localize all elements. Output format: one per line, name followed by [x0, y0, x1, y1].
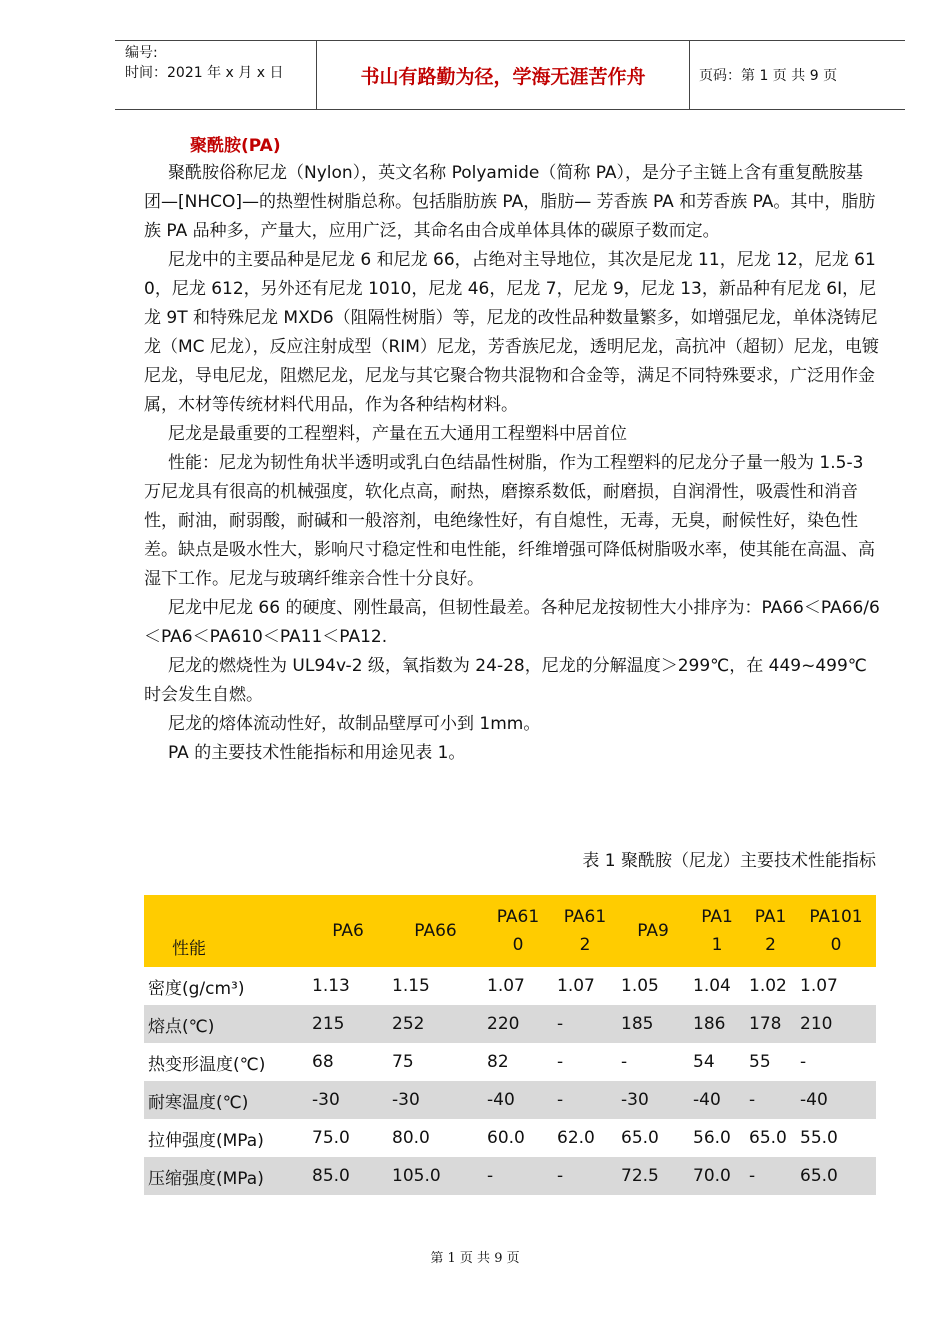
paragraph: 尼龙是最重要的工程塑料，产量在五大通用工程塑料中居首位	[168, 424, 627, 444]
table-cell: -	[553, 1081, 617, 1119]
table-cell: 85.0	[308, 1157, 388, 1195]
document-body	[144, 133, 880, 768]
table-header-cell: PA9	[617, 895, 689, 967]
row-label-cell: 密度(g/cm³)	[148, 978, 245, 999]
table-cell: -30	[308, 1081, 388, 1119]
paragraph: PA 的主要技术性能指标和用途见表 1。	[168, 743, 466, 763]
table-cell: 72.5	[617, 1157, 689, 1195]
table-row	[144, 1081, 876, 1119]
header-number: 编号:	[125, 45, 158, 61]
row-label-cell: 压缩强度(MPa)	[144, 1157, 308, 1195]
document-title: 聚酰胺(PA)	[190, 136, 281, 156]
table-cell: 1.15	[392, 976, 430, 996]
table-cell: 252	[388, 1005, 483, 1043]
table-row	[144, 1043, 876, 1081]
table-cell: -30	[388, 1081, 483, 1119]
row-label-cell: 耐寒温度(℃)	[144, 1081, 308, 1119]
table-row	[144, 1119, 876, 1157]
table-cell: 1.07	[487, 976, 525, 996]
table-cell: 215	[308, 1005, 388, 1043]
table-row	[144, 967, 876, 1005]
table-cell: 1.04	[693, 976, 731, 996]
table-header-cell	[745, 895, 796, 967]
table-cell: -	[745, 1157, 796, 1195]
table-cell: -40	[483, 1081, 553, 1119]
page-footer: 第 1 页 共 9 页	[430, 1251, 520, 1266]
table-cell: 60.0	[487, 1128, 525, 1148]
table-cell: 56.0	[693, 1128, 731, 1148]
header-motto: 书山有路勤为径，学海无涯苦作舟	[360, 66, 646, 88]
table-row	[144, 1157, 876, 1195]
table-cell: 178	[745, 1005, 796, 1043]
table-cell: 1.02	[749, 976, 787, 996]
table-header-cell: 性能	[144, 895, 308, 967]
row-label-cell: 拉伸强度(MPa)	[148, 1130, 264, 1151]
table-cell: -	[553, 1005, 617, 1043]
table-cell: 62.0	[557, 1128, 595, 1148]
header-meta	[125, 43, 283, 83]
table-cell: 54	[693, 1052, 715, 1072]
table-cell: 75	[392, 1052, 414, 1072]
header-divider	[689, 41, 690, 109]
paragraph: 性能：尼龙为韧性角状半透明或乳白色结晶性树脂，作为工程塑料的尼龙分子量一般为 1.5-3 万尼龙具有很高的机械强度，软化点高，耐热，磨擦系数低，耐磨损，自润滑性，吸震性和消音性，耐油，耐弱酸，耐碱和一般溶剂，电绝缘性好，有自熄性，无毒，无臭，耐候性好，染色性差。缺点是吸水性大，影响尺寸稳定性和电性能，纤维增强可降低树脂吸水率，使其能在高温、高湿下工作。尼龙与玻璃纤维亲合性十分良好。	[144, 453, 875, 589]
paragraph: 尼龙中的主要品种是尼龙 6 和尼龙 66，占绝对主导地位，其次是尼龙 11，尼龙 12，尼龙 610，尼龙 612，另外还有尼龙 1010，尼龙 46，尼龙 7，尼龙 9，尼龙 13，新品种有尼龙 6I，尼龙 9T 和特殊尼龙 MXD6（阻隔性树脂）等，尼龙的改性品种数量繁多，如增强尼龙，单体浇铸尼龙（MC 尼龙），反应注射成型（RIM）尼龙，芳香族尼龙，透明尼龙，高抗冲（超韧）尼龙，电镀尼龙，导电尼龙，阻燃尼龙，尼龙与其它聚合物共混物和合金等，满足不同特殊要求，广泛用作金属，木材等传统材料代用品，作为各种结构材料。	[144, 250, 879, 415]
header-text: PA12	[754, 907, 787, 955]
table-cell: 1.13	[312, 976, 350, 996]
table-cell: -40	[689, 1081, 745, 1119]
table-cell: -30	[617, 1081, 689, 1119]
table-cell: 1.05	[621, 976, 659, 996]
table-cell: 68	[312, 1052, 334, 1072]
table-cell: 65.0	[796, 1157, 876, 1195]
table-cell: 186	[689, 1005, 745, 1043]
row-label-cell: 热变形温度(℃)	[148, 1054, 266, 1075]
table-header-cell	[553, 895, 617, 967]
table-cell: 65.0	[621, 1128, 659, 1148]
table-cell: 1.07	[557, 976, 595, 996]
table-row	[144, 1005, 876, 1043]
table-cell: -40	[796, 1081, 876, 1119]
table-cell: -	[483, 1157, 553, 1195]
row-label-cell: 熔点(℃)	[144, 1005, 308, 1043]
table-cell: 105.0	[388, 1157, 483, 1195]
table-header-cell: PA6	[308, 895, 388, 967]
table-cell: -	[800, 1052, 807, 1072]
table-cell: -	[745, 1081, 796, 1119]
table-body	[144, 967, 876, 1195]
table-cell: 1.07	[800, 976, 838, 996]
table-cell: 70.0	[689, 1157, 745, 1195]
page-header	[115, 40, 905, 110]
table-cell: 185	[617, 1005, 689, 1043]
paragraph: 尼龙的熔体流动性好，故制品壁厚可小到 1mm。	[168, 714, 541, 734]
table-header-cell: PA66	[388, 895, 483, 967]
table-header-cell	[796, 895, 876, 967]
table-header-cell	[483, 895, 553, 967]
paragraph: 聚酰胺俗称尼龙（Nylon），英文名称 Polyamide（简称 PA），是分子主链上含有重复酰胺基团—[NHCO]—的热塑性树脂总称。包括脂肪族 PA，脂肪— 芳香族 PA 和芳香族 PA。其中，脂肪族 PA 品种多，产量大，应用广泛，其命名由合成单体具体的碳原子数而定。	[144, 163, 876, 241]
table-cell: 65.0	[749, 1128, 787, 1148]
header-page-info: 页码：第 1 页 共 9 页	[699, 68, 838, 84]
table-cell: 220	[483, 1005, 553, 1043]
table-cell: 80.0	[392, 1128, 430, 1148]
header-text: PA1010	[809, 907, 863, 955]
header-text: PA610	[496, 907, 540, 955]
table-cell: -	[557, 1052, 564, 1072]
header-time: 时间：2021 年 x 月 x 日	[125, 65, 284, 81]
paragraph: 尼龙的燃烧性为 UL94v-2 级，氧指数为 24-28，尼龙的分解温度＞299℃，在 449~499℃时会发生自燃。	[144, 656, 867, 705]
table-cell: -	[553, 1157, 617, 1195]
table-header-cell	[689, 895, 745, 967]
table-cell: -	[621, 1052, 628, 1072]
table-cell: 75.0	[312, 1128, 350, 1148]
table-cell: 82	[487, 1052, 509, 1072]
table-header-row	[144, 895, 876, 967]
table-caption: 表 1 聚酰胺（尼龙）主要技术性能指标	[582, 851, 876, 871]
table-cell: 55	[749, 1052, 771, 1072]
properties-table	[144, 895, 876, 1195]
table-cell: 55.0	[800, 1128, 838, 1148]
paragraph: 尼龙中尼龙 66 的硬度、刚性最高，但韧性最差。各种尼龙按韧性大小排序为：PA66＜PA66/6＜PA6＜PA610＜PA11＜PA12.	[144, 598, 880, 647]
header-text: PA11	[701, 907, 733, 955]
header-text: PA612	[563, 907, 607, 955]
table-cell: 210	[796, 1005, 876, 1043]
